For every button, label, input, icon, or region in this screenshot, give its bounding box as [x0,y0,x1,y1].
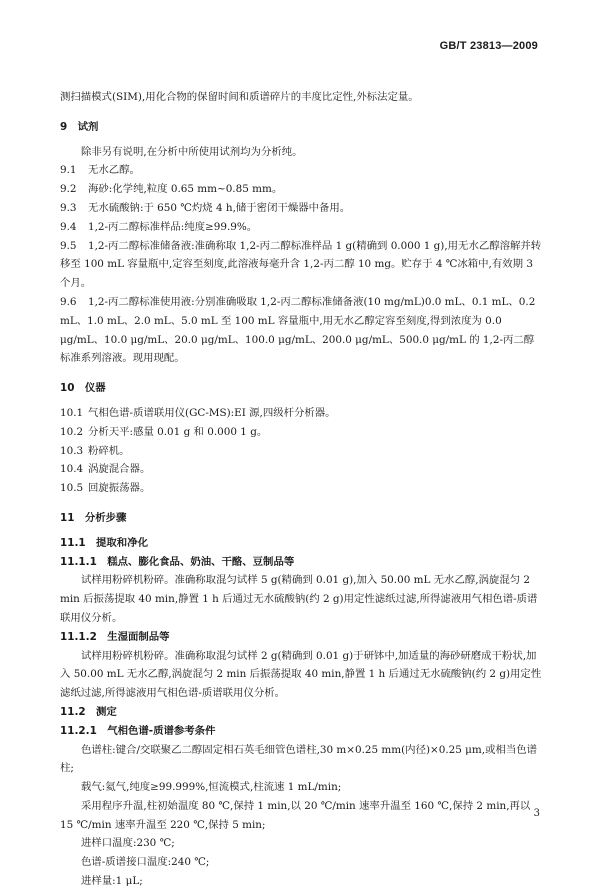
item-text: 涡旋混合器。 [88,463,151,476]
list-item [60,237,544,293]
section-9-intro: 除非另有说明,在分析中所使用试剂均为分析纯。 [81,145,303,158]
item-text: 粉碎机。 [88,444,130,457]
item-number: 9.4 [60,220,77,233]
item-number: 10.1 [60,406,84,419]
item-text: 无水硫酸钠:于 650 ℃灼烧 4 h,储于密闭干燥器中备用。 [88,201,351,214]
section-11-2-1-title: 11.2.1 气相色谱-质谱参考条件 [60,724,216,737]
item-number: 9.6 [60,295,77,308]
intro-line: 测扫描模式(SIM),用化合物的保留时间和质谱碎片的丰度比定性,外标法定量。 [60,91,419,103]
section-9-list [60,161,544,368]
item-text: 1,2-丙二醇标准储备液:准确称取 1,2-丙二醇标准样品 1 g(精确到 0.000 1 g),用无水乙醇溶解并转移至 100 mL 容量瓶中,定容至刻度,此溶液每毫升含 1,2-丙二醇 10 mg。贮存于 4 ℃冰箱中,有效期 3 个月。 [60,239,542,290]
item-number: 10.2 [60,425,84,438]
condition-line: 进样口温度:230 ℃; [81,837,175,850]
standard-code-header: GB/T 23813—2009 [439,40,538,52]
section-10-list [60,404,544,498]
item-number: 9.3 [60,201,77,214]
list-item [60,423,544,442]
list-item [60,442,544,461]
item-text: 分析天平:感量 0.01 g 和 0.000 1 g。 [88,425,268,438]
item-text: 无水乙醇。 [88,164,140,177]
condition-line: 色谱-质谱接口温度:240 ℃; [81,856,210,869]
document-body [60,88,544,891]
condition-line: 进样量:1 μL; [81,875,143,888]
section-11-1-1-text: 试样用粉碎机粉碎。准确称取混匀试样 5 g(精确到 0.01 g),加入 50.00 mL 无水乙醇,涡旋混匀 2 min 后振荡提取 40 min,静置 1 h 后通过无水硫酸钠(约 2 g)用定性滤纸过滤,所得滤液用气相色谱-质谱联用仪分析。 [60,574,538,624]
item-text: 1,2-丙二醇标准样品:纯度≥99.9%。 [88,220,258,233]
section-11-1-2-text: 试样用粉碎机粉碎。准确称取混匀试样 2 g(精确到 0.01 g)于研钵中,加适量的海砂研磨成干粉状,加入 50.00 mL 无水乙醇,涡旋混匀 2 min 后振荡提取 40 min,静置 1 h 后通过无水硫酸钠(约 2 g)用定性滤纸过滤,所得滤液用气相色谱-质谱联用仪分析。 [60,649,542,700]
item-number: 10.4 [60,463,84,476]
condition-line: 采用程序升温,柱初始温度 80 ℃,保持 1 min,以 20 ℃/min 速率升温至 160 ℃,保持 2 min,再以 15 ℃/min 速率升温至 220 ℃,保持 5 min; [60,799,531,831]
condition-line: 色谱柱:键合/交联聚乙二醇固定相石英毛细管色谱柱,30 m×0.25 mm(内径)×0.25 μm,或相当色谱柱; [60,743,538,775]
list-item [60,180,544,199]
item-number: 10.5 [60,482,84,495]
item-number: 9.2 [60,183,77,196]
list-item [60,199,544,218]
list-item [60,161,544,180]
list-item [60,218,544,237]
item-number: 10.3 [60,444,84,457]
list-item [60,293,544,368]
section-11-2-title: 11.2 测定 [60,705,117,718]
list-item [60,479,544,498]
list-item [60,404,544,423]
section-11-1-1-title: 11.1.1 糕点、膨化食品、奶油、干酪、豆制品等 [60,555,295,568]
item-text: 回旋振荡器。 [88,482,151,495]
item-number: 9.1 [60,164,77,177]
section-9-title: 9 试剂 [60,120,99,133]
item-number: 9.5 [60,239,77,252]
item-text: 海砂:化学纯,粒度 0.65 mm~0.85 mm。 [88,183,283,196]
section-10-title: 10 仪器 [60,382,106,395]
condition-line: 载气:氦气,纯度≥99.999%,恒流模式,柱流速 1 mL/min; [81,781,342,794]
page-number: 3 [533,808,540,819]
section-11-1-2-title: 11.1.2 生湿面制品等 [60,630,170,643]
section-11-title: 11 分析步骤 [60,511,127,524]
gc-ms-conditions [60,741,544,891]
list-item [60,460,544,479]
section-11-1-title: 11.1 提取和净化 [60,536,148,549]
item-text: 气相色谱-质谱联用仪(GC-MS):EI 源,四级杆分析器。 [88,406,336,419]
item-text: 1,2-丙二醇标准使用液:分别准确吸取 1,2-丙二醇标准储备液(10 mg/mL)0.0 mL、0.1 mL、0.2 mL、1.0 mL、2.0 mL、5.0 mL 至 100 mL 容量瓶中,用无水乙醇定容至刻度,得到浓度为 0.0 μg/mL、10.0 μg/mL、20.0 μg/mL、100.0 μg/mL、200.0 μg/mL、500.0 μg/mL 的 1,2-丙二醇标准系列溶液。现用现配。 [60,295,536,365]
